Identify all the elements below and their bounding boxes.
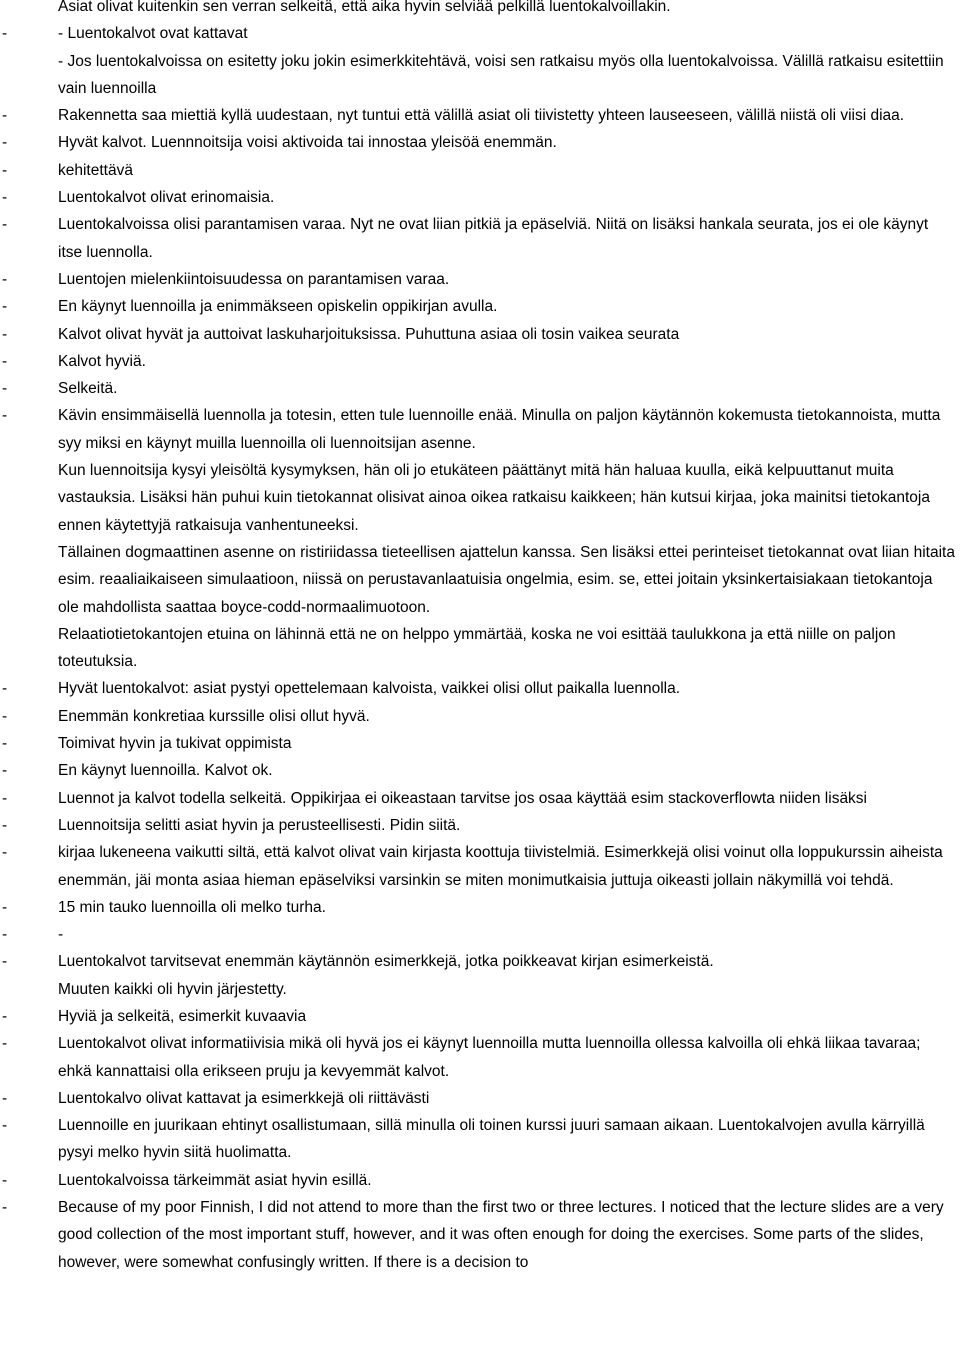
list-item: [0, 1194, 960, 1276]
list-item-text: Selkeitä.: [58, 380, 118, 398]
list-item: [0, 730, 960, 757]
list-item-text: kirjaa lukeneena vaikutti siltä, että kalvot olivat vain kirjasta koottuja tiivistelmiä. Esimerkkejä olisi voinut olla loppukurssin aiheista enemmän, jäi monta asiaa hieman epäselviksi varsinkin se miten monimutkaisia juttuja oikeasti jollain näkymillä voi tehdä.: [58, 844, 943, 889]
list-bullet-dash: -: [2, 325, 8, 343]
list-item-text: Hyvät luentokalvot: asiat pystyi opettelemaan kalvoista, vaikkei olisi ollut paikalla luennolla.: [58, 680, 681, 698]
list-bullet-dash: -: [2, 25, 8, 43]
list-item-text: Relaatiotietokantojen etuina on lähinnä että ne on helppo ymmärtää, koska ne voi esittää taulukkona ja että niille on paljon toteutuksia.: [58, 625, 896, 671]
list-item-text: Luentokalvot olivat informatiivisia mikä oli hyvä jos ei käynyt luennoilla mutta luennoilla ollessa kalvoilla oli ehkä liikaa tavaraa; ehkä kannattaisi olla erikseen pruju ja kevyemmät kalvot.: [58, 1035, 921, 1080]
list-item-text: Luentokalvot olivat erinomaisia.: [58, 189, 275, 207]
list-item: [0, 785, 960, 812]
list-bullet-dash: -: [2, 1089, 8, 1107]
list-bullet-dash: -: [2, 407, 8, 425]
list-item: [0, 894, 960, 921]
list-item: [0, 20, 960, 47]
list-bullet-dash: -: [2, 134, 8, 152]
list-item: [0, 266, 960, 293]
list-bullet-dash: -: [2, 189, 8, 207]
list-bullet-dash: -: [2, 789, 8, 807]
list-item-text: Hyviä ja selkeitä, esimerkit kuvaavia: [58, 1007, 307, 1025]
list-item-text: - Jos luentokalvoissa on esitetty joku jokin esimerkkitehtävä, voisi sen ratkaisu myös olla luentokalvoissa. Välillä ratkaisu esitettiin vain luennoilla: [58, 52, 944, 97]
list-bullet-dash: -: [2, 762, 8, 780]
list-item-text: Asiat olivat kuitenkin sen verran selkeitä, että aika hyvin selviää pelkillä luentokalvoillakin.: [58, 0, 671, 15]
list-item-text: Luennoille en juurikaan ehtinyt osallistumaan, sillä minulla oli toinen kurssi juuri samaan aikaan. Luentokalvojen avulla kärryillä pysyi melko hyvin siitä huolimatta.: [58, 1117, 925, 1162]
list-bullet-dash: -: [2, 298, 8, 316]
list-item: [0, 48, 960, 103]
list-bullet-dash: -: [2, 707, 8, 725]
list-item-text: -: [58, 926, 64, 944]
list-item-text: Luentokalvot tarvitsevat enemmän käytännön esimerkkejä, jotka poikkeavat kirjan esimerkeistä.: [58, 953, 714, 971]
list-item: [0, 157, 960, 184]
list-item-text: Luentokalvoissa olisi parantamisen varaa. Nyt ne ovat liian pitkiä ja epäselviä. Niitä on lisäksi hankala seurata, jos ei ole käynyt itse luennolla.: [58, 216, 929, 261]
list-item: [0, 839, 960, 894]
list-item: [0, 675, 960, 702]
list-item-text: Luennoitsija selitti asiat hyvin ja perusteellisesti. Pidin siitä.: [58, 816, 461, 834]
list-item: [0, 211, 960, 266]
list-item: [0, 757, 960, 784]
list-item-text: Kalvot hyviä.: [58, 352, 146, 370]
list-item: [0, 293, 960, 320]
list-item-text: En käynyt luennoilla. Kalvot ok.: [58, 762, 273, 780]
list-item: [0, 921, 960, 948]
list-item-text: 15 min tauko luennoilla oli melko turha.: [58, 898, 326, 916]
list-item-text: Kävin ensimmäisellä luennolla ja totesin, etten tule luennoille enää. Minulla on paljon käytännön kokemusta tietokannoista, mutta syy miksi en käynyt muilla luennoilla oli luennoitsijan asenne.: [58, 407, 941, 452]
list-bullet-dash: -: [2, 107, 8, 125]
list-bullet-dash: -: [2, 816, 8, 834]
list-item-text: En käynyt luennoilla ja enimmäkseen opiskelin oppikirjan avulla.: [58, 298, 498, 316]
list-bullet-dash: -: [2, 926, 8, 944]
list-bullet-dash: -: [2, 953, 8, 971]
list-item: [0, 348, 960, 375]
list-item: [0, 1112, 960, 1167]
list-item: [0, 1167, 960, 1194]
list-item-text: Kalvot olivat hyvät ja auttoivat laskuharjoituksissa. Puhuttuna asiaa oli tosin vaikea seurata: [58, 325, 680, 343]
list-item: [0, 812, 960, 839]
list-item-text: Rakennetta saa miettiä kyllä uudestaan, nyt tuntui että välillä asiat oli tiivistetty yhteen lauseeseen, välillä niistä oli viisi diaa.: [58, 107, 905, 125]
list-bullet-dash: -: [2, 1007, 8, 1025]
list-bullet-dash: -: [2, 735, 8, 753]
list-item: [0, 703, 960, 730]
list-item-text: Enemmän konkretiaa kurssille olisi ollut hyvä.: [58, 707, 370, 725]
list-item: [0, 0, 960, 20]
list-item-text: Kun luennoitsija kysyi yleisöltä kysymyksen, hän oli jo etukäteen päättänyt mitä hän haluaa kuulla, eikä kelpuuttanut muita vastauksia. Lisäksi hän puhui kuin tietokannat olisivat ainoa oikea ratkaisu kaikkeen; hän kutsui kirjaa, joka mainitsi tietokantoja ennen käytettyjä ratkaisuja vanhentuneeksi.: [58, 462, 930, 534]
list-bullet-dash: -: [2, 352, 8, 370]
list-item: [0, 1003, 960, 1030]
list-item: [0, 948, 960, 1003]
list-item-text: Muuten kaikki oli hyvin järjestetty.: [58, 980, 287, 998]
list-item: [0, 129, 960, 156]
list-bullet-dash: -: [2, 1171, 8, 1189]
list-item-text: Luentojen mielenkiintoisuudessa on parantamisen varaa.: [58, 270, 450, 288]
list-item-text: Luennot ja kalvot todella selkeitä. Oppikirjaa ei oikeastaan tarvitse jos osaa käyttää esim stackoverflowta niiden lisäksi: [58, 789, 868, 807]
list-bullet-dash: -: [2, 844, 8, 862]
list-bullet-dash: -: [2, 1035, 8, 1053]
list-item: [0, 375, 960, 402]
list-item: [0, 402, 960, 675]
list-item-text: - Luentokalvot ovat kattavat: [58, 25, 248, 43]
list-bullet-dash: -: [2, 680, 8, 698]
list-bullet-dash: -: [2, 380, 8, 398]
list-item-text: Luentokalvo olivat kattavat ja esimerkkejä oli riittävästi: [58, 1089, 430, 1107]
list-item: [0, 102, 960, 129]
list-item: [0, 1030, 960, 1085]
list-item: [0, 321, 960, 348]
list-bullet-dash: -: [2, 161, 8, 179]
list-bullet-dash: -: [2, 216, 8, 234]
list-bullet-dash: -: [2, 1199, 8, 1217]
list-item-text: Luentokalvoissa tärkeimmät asiat hyvin esillä.: [58, 1171, 372, 1189]
list-item-text: Toimivat hyvin ja tukivat oppimista: [58, 735, 292, 753]
list-bullet-dash: -: [2, 270, 8, 288]
list-item: [0, 1085, 960, 1112]
list-bullet-dash: -: [2, 1117, 8, 1135]
list-item-text: Hyvät kalvot. Luennnoitsija voisi aktivoida tai innostaa yleisöä enemmän.: [58, 134, 557, 152]
list-item-text: Tällainen dogmaattinen asenne on ristiriidassa tieteellisen ajattelun kanssa. Sen lisäksi ettei perinteiset tietokannat ovat liian hitaita esim. reaaliaikaiseen simulaatioon, niissä on perustavanlaatuisia ongelmia, esim. se, ettei joitain yksinkertaisiakaan tietokantoja ole mahdollista saattaa boyce-codd-normaalimuotoon.: [58, 543, 955, 616]
list-item: [0, 184, 960, 211]
list-bullet-dash: -: [2, 898, 8, 916]
list-item-text: kehitettävä: [58, 161, 133, 179]
list-item-text: Because of my poor Finnish, I did not attend to more than the first two or three lectures. I noticed that the lecture slides are a very good collection of the most important stuff, however, and it was often enough for doing the exercises. Some parts of the slides, however, were somewhat confusingly written. If there is a decision to: [58, 1199, 944, 1271]
